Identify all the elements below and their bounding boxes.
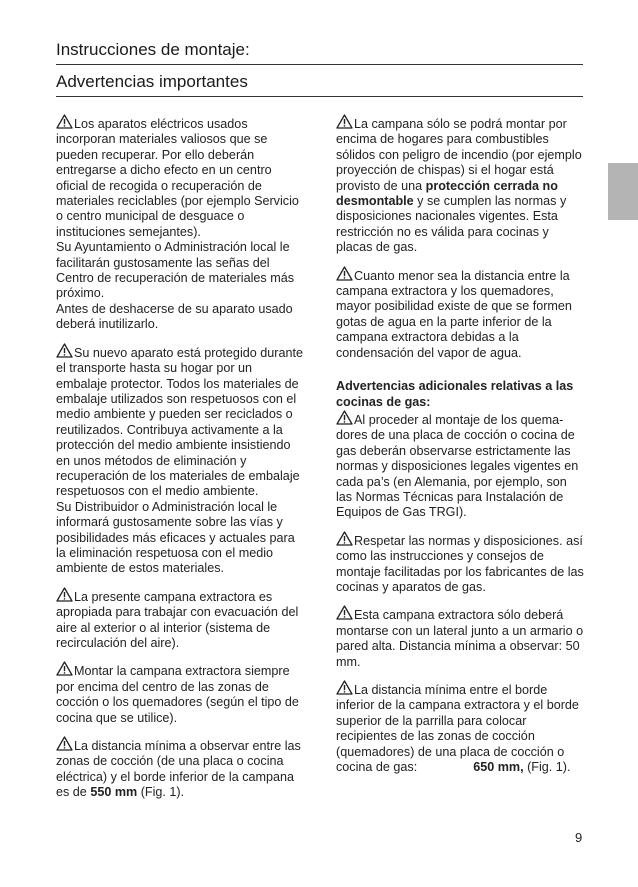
- paragraph-side-mount: Esta campana extractora sólo deberá montarse con un lateral junto a un armario o pared alta. Distancia mínima a observar: 50 mm.: [336, 605, 584, 670]
- paragraph-gas-burners: Al proceder al montaje de los quema-dores de una placa de cocción o cocina de gas deberán observarse estrictamente las normas y disposiciones legales vigentes en cada pa’s (en Alemania, por ejemplo, son las Normas Técnicas para Instalación de Equipos de Gas TRGI).: [336, 410, 584, 521]
- right-column: [336, 114, 584, 785]
- section-title: Advertencias importantes: [56, 72, 248, 91]
- warning-triangle-icon: [336, 531, 353, 546]
- gas-warnings-heading: Advertencias adicionales relativas a las cocinas de gas:: [336, 379, 574, 409]
- paragraph-min-distance-gas: La distancia mínima entre el borde inferior de la campana extractora y el borde superior de la parrilla para colocar recipientes de las zonas de cocción (quemadores) de una placa de cocción o cocina de gas: 650 mm, (Fig. 1).: [336, 680, 584, 775]
- paragraph-local-admin: Su Ayuntamiento o Administración local le facilitarán gustosamente las señas del Centro de recuperación de materiales más próximo.: [56, 240, 295, 301]
- warning-triangle-icon: [56, 661, 73, 676]
- warning-triangle-icon: [56, 343, 73, 358]
- page-number: 9: [575, 830, 583, 845]
- paragraph-condensation: Cuanto menor sea la distancia entre la campana extractora y los quemadores, mayor posibilidad existe de que se formen gotas de agua en la parte inferior de la campana extractora debidas a la condensación del vapor de agua.: [336, 266, 584, 361]
- paragraph-packaging: Su nuevo aparato está protegido durante el transporte hasta su hogar por un embalaje protector. Todos los materiales de embalaje utilizados son respetuosos con el medio ambiente y pueden ser reciclados o reutilizados. Contribuya activamente a la protección del medio ambiente insistiendo en unos métodos de eliminación y recuperación de los materiales de embalaje respetuosos con el medio ambiente.: [56, 343, 304, 500]
- paragraph-distributor: Su Distribuidor o Administración local le informará gustosamente sobre las vías y posibilidades más eficaces y actuales para la eliminación respetuosa con el medio ambiente de estos materiales.: [56, 499, 295, 576]
- warning-triangle-icon: [56, 114, 73, 129]
- paragraph-min-distance-electric: La distancia mínima a observar entre las zonas de cocción (de una placa o cocina eléctrica) y el borde inferior de la campana es de 550 mm (Fig. 1).: [56, 736, 304, 801]
- warning-triangle-icon: [336, 605, 353, 620]
- warning-triangle-icon: [336, 410, 353, 425]
- protection-emphasis: protección cerrada no desmontable: [336, 178, 558, 209]
- paragraph-mount-center: Montar la campana extractora siempre por encima del centro de las zonas de cocción o los quemadores (según el tipo de cocina que se utilice).: [56, 661, 304, 726]
- left-column: [56, 114, 304, 811]
- paragraph-regulations: Respetar las normas y disposiciones. así como las instrucciones y consejos de montaje facilitadas por los fabricantes de las cocinas y aparatos de gas.: [336, 531, 584, 596]
- side-tab-marker: [608, 163, 638, 220]
- header-rule-top: [56, 64, 583, 65]
- paragraph-air-exhaust: La presente campana extractora es apropiada para trabajar con evacuación del aire al exterior o al interior (sistema de recirculación del aire).: [56, 587, 304, 652]
- page-title: Instrucciones de montaje:: [56, 40, 250, 59]
- distance-value: 550 mm: [90, 785, 138, 800]
- paragraph-dispose: Antes de deshacerse de su aparato usado deberá inutilizarlo.: [56, 301, 293, 332]
- paragraph-solid-fuel: La campana sólo se podrá montar por encima de hogares para combustibles sólidos con peligro de incendio (por ejemplo proyección de chispas) si el hogar está provisto de una protección cerrada no desmontable y se cumplen las normas y disposiciones nacionales vigentes. Esta restricción no es válida para cocinas y placas de gas.: [336, 114, 584, 256]
- warning-triangle-icon: [336, 266, 353, 281]
- warning-triangle-icon: [56, 587, 73, 602]
- gas-distance-value: 650 mm,: [473, 760, 524, 775]
- warning-triangle-icon: [336, 680, 353, 695]
- header-rule-bottom: [56, 96, 583, 97]
- warning-triangle-icon: [336, 114, 353, 129]
- paragraph-recycling: Los aparatos eléctricos usados incorporan materiales valiosos que se pueden recuperar. Por ello deberán entregarse a dicho efecto en un centro oficial de recogida o recuperación de materiales reciclables (por ejemplo Servicio o centro municipal de desguace o instituciones semejantes).: [56, 114, 304, 240]
- warning-triangle-icon: [56, 736, 73, 751]
